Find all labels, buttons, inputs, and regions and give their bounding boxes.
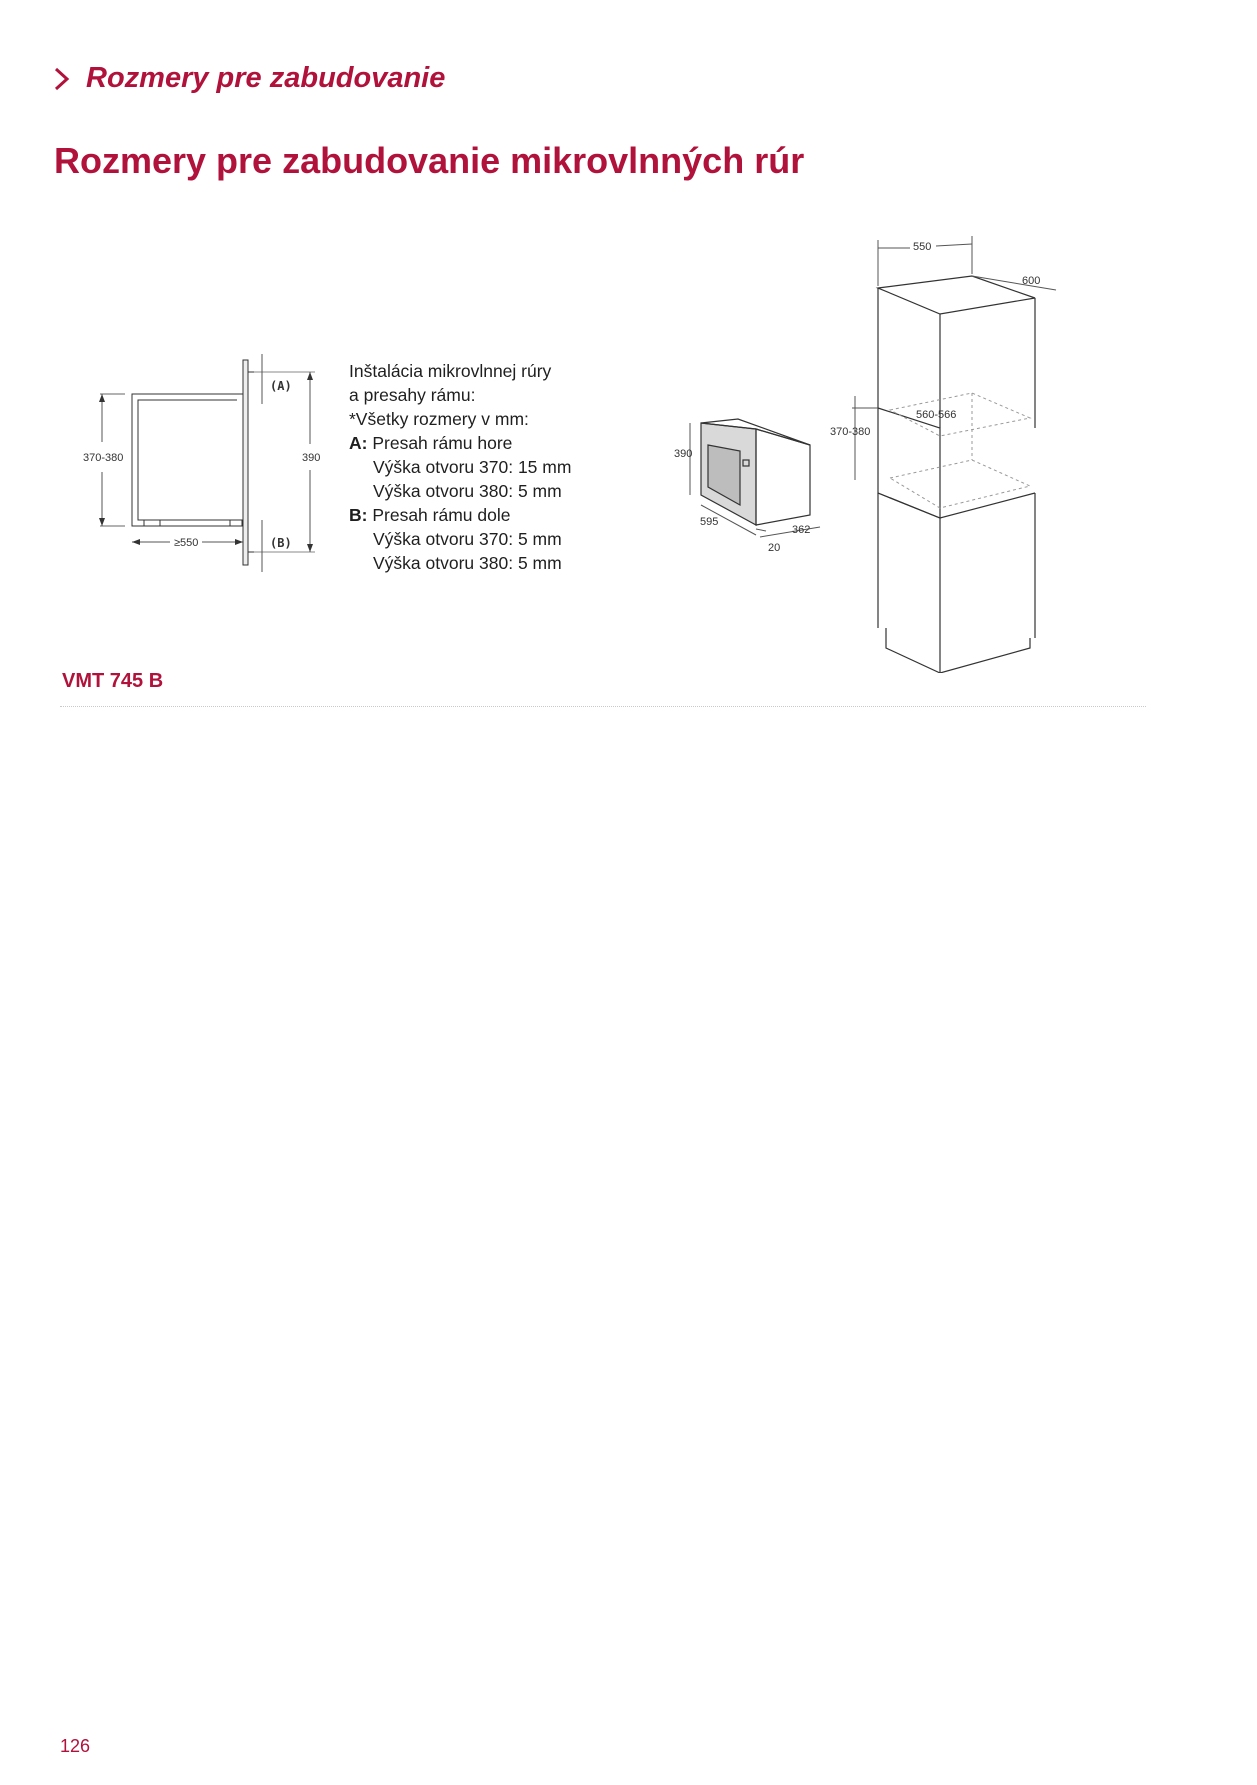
notes-b-label: B: — [349, 505, 368, 525]
unit-width-label: 595 — [700, 516, 719, 528]
page-number: 126 — [60, 1736, 91, 1756]
side-depth-label: ≥550 — [174, 537, 199, 549]
divider — [60, 706, 1146, 707]
chevron-right-icon — [52, 66, 72, 92]
side-label-b: (B) — [270, 536, 292, 550]
notes-line: *Všetky rozmery v mm: — [349, 409, 529, 429]
model-name: VMT 745 B — [62, 670, 164, 692]
side-height-range-label: 370-380 — [83, 452, 124, 464]
side-height-label: 390 — [302, 452, 321, 464]
unit-depth-label: 362 — [792, 524, 811, 536]
cabinet-width-label: 550 — [913, 241, 932, 253]
unit-height-label: 390 — [674, 448, 693, 460]
section-title: Rozmery pre zabudovanie — [86, 62, 446, 94]
cabinet-depth-label: 600 — [1022, 275, 1041, 287]
notes-line: Inštalácia mikrovlnnej rúry — [349, 361, 552, 381]
side-section-diagram — [70, 352, 330, 577]
notes-a-text: Presah rámu hore — [372, 433, 513, 453]
notes-a-heading — [349, 431, 571, 455]
notes-b-heading — [349, 503, 571, 527]
notes-line: a presahy rámu: — [349, 385, 476, 405]
microwave-unit-diagram — [670, 405, 840, 555]
notes-b-text: Presah rámu dole — [372, 505, 511, 525]
page-title: Rozmery pre zabudovanie mikrovlnných rúr — [54, 140, 805, 181]
cabinet-niche-height-label: 370-380 — [830, 426, 871, 438]
unit-frame-label: 20 — [768, 542, 781, 554]
notes-b-370: Výška otvoru 370: 5 mm — [373, 529, 562, 549]
notes-a-380: Výška otvoru 380: 5 mm — [373, 481, 562, 501]
notes-a-label: A: — [349, 433, 368, 453]
cabinet-niche-width-label: 560-566 — [916, 409, 957, 421]
cabinet-diagram — [830, 228, 1075, 673]
section-header — [52, 62, 445, 95]
notes-a-370: Výška otvoru 370: 15 mm — [373, 457, 572, 477]
side-label-a: (A) — [270, 379, 292, 393]
notes-b-380: Výška otvoru 380: 5 mm — [373, 553, 562, 573]
installation-notes — [349, 359, 571, 575]
